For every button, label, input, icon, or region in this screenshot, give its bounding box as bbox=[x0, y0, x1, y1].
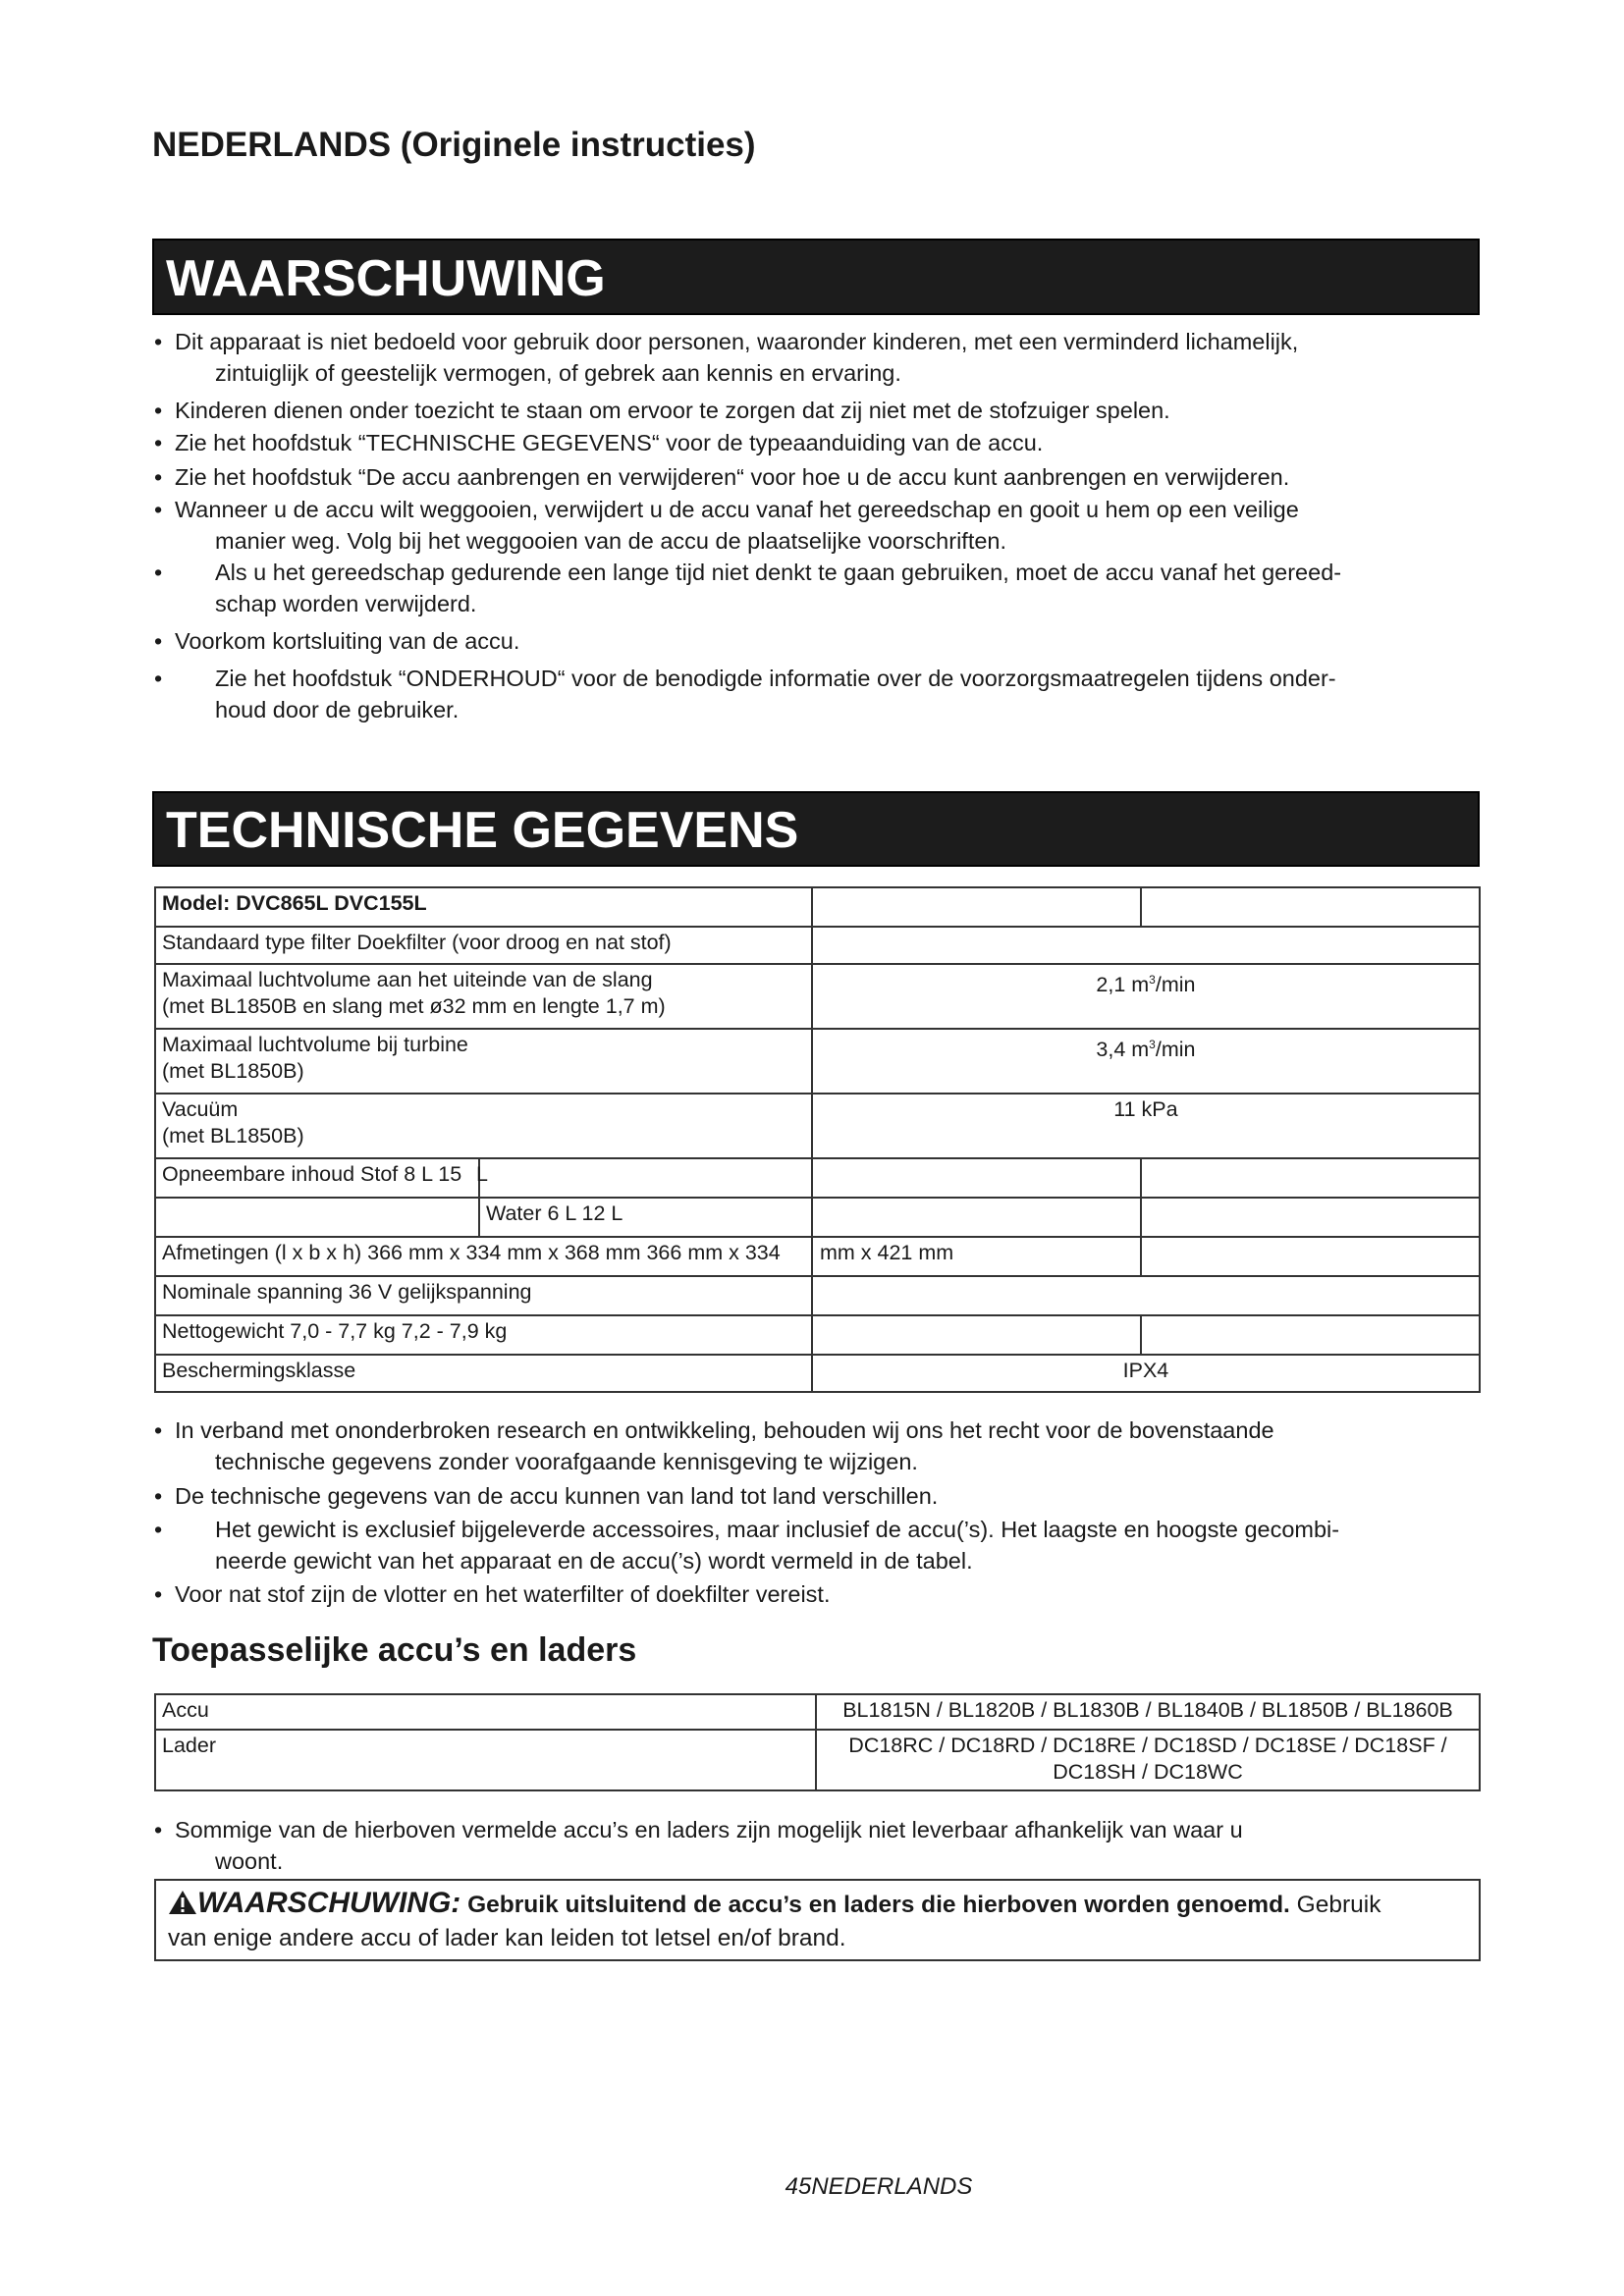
spec-air-turbine: Maximaal luchtvolume bij turbine (met BL1850B) bbox=[155, 1029, 812, 1094]
list-item: • Zie het hoofdstuk “TECHNISCHE GEGEVENS“ voor de typeaanduiding van de accu. bbox=[154, 430, 1044, 455]
spec-air-hose-value: 2,1 $m^3/\min$ bbox=[812, 964, 1480, 1029]
spec-capacity-dust: Opneembare inhoud Stof 8 L 15 L bbox=[155, 1158, 479, 1198]
tech-notes-list bbox=[152, 1415, 1480, 1610]
table-row bbox=[155, 1237, 1480, 1276]
spec-weight: Nettogewicht 7,0 - 7,7 kg 7,2 - 7,9 kg bbox=[155, 1315, 812, 1355]
spec-vacuum-value: 11 kPa bbox=[812, 1094, 1480, 1158]
spec-air-turbine-value: 3,4 $m^3/\min$ bbox=[812, 1029, 1480, 1094]
list-item: • Voorkom kortsluiting van de accu. bbox=[154, 628, 520, 654]
page-footer: 45NEDERLANDS bbox=[785, 2173, 973, 2200]
spec-protection: Beschermingsklasse bbox=[155, 1355, 812, 1392]
table-row bbox=[155, 1315, 1480, 1355]
list-item: • De technische gegevens van de accu kunnen van land tot land verschillen. bbox=[154, 1483, 939, 1509]
spec-dimensions: Afmetingen (l x b x h) 366 mm x 334 mm x 368 mm 366 mm x 334 mm x 421 mm bbox=[155, 1237, 812, 1276]
tech-heading: TECHNISCHE GEGEVENS bbox=[166, 802, 799, 859]
spec-protection-value: IPX4 bbox=[812, 1355, 1480, 1392]
spec-table bbox=[154, 886, 1481, 1393]
table-row bbox=[155, 964, 1480, 1029]
accu-label: Accu bbox=[155, 1694, 816, 1730]
table-row bbox=[155, 1694, 1480, 1730]
list-item: • Wanneer u de accu wilt weggooien, verwijdert u de accu vanaf het gereedschap en gooit u hem op een veilige manier weg. Volg bij het weggooien van de accu de plaatselijke voorschriften. bbox=[154, 497, 1299, 554]
warning-box: WAARSCHUWING: Gebruik uitsluitend de accu’s en laders die hierboven worden genoemd. Gebruik van enige andere accu of lader kan leiden tot letsel en/of brand. bbox=[154, 1879, 1481, 1961]
spec-vacuum: Vacuüm (met BL1850B) bbox=[155, 1094, 812, 1158]
table-row bbox=[155, 927, 1480, 964]
spec-capacity-water: Water 6 L 12 L bbox=[479, 1198, 812, 1237]
table-row bbox=[155, 1730, 1480, 1790]
spec-model: Model: DVC865L DVC155L bbox=[155, 887, 812, 927]
list-item: • Als u het gereedschap gedurende een lange tijd niet denkt te gaan gebruiken, moet de accu vanaf het gereed- schap worden verwijderd. bbox=[154, 560, 1342, 616]
page-title: NEDERLANDS (Originele instructies) bbox=[152, 126, 756, 164]
accu-value: BL1815N / BL1820B / BL1830B / BL1840B / BL1850B / BL1860B bbox=[816, 1694, 1480, 1730]
table-row bbox=[155, 1198, 1480, 1237]
battery-notes-list bbox=[152, 1814, 1480, 1877]
list-item: • Voor nat stof zijn de vlotter en het waterfilter of doekfilter vereist. bbox=[154, 1581, 831, 1607]
list-item: • In verband met ononderbroken research en ontwikkeling, behouden wij ons het recht voor de bovenstaande technische gegevens zonder voorafgaande kennisgeving te wijzigen. bbox=[154, 1417, 1274, 1474]
table-row bbox=[155, 887, 1480, 927]
table-row bbox=[155, 1029, 1480, 1094]
list-item: • Het gewicht is exclusief bijgeleverde accessoires, maar inclusief de accu(’s). Het laagste en hoogste gecombi- neerde gewicht van het apparaat en de accu(’s) wordt vermeld in de tabel. bbox=[154, 1517, 1340, 1574]
battery-table bbox=[154, 1693, 1481, 1791]
list-item: • Zie het hoofdstuk “De accu aanbrengen en verwijderen“ voor hoe u de accu kunt aanbrengen en verwijderen. bbox=[154, 464, 1290, 490]
table-row bbox=[155, 1158, 1480, 1198]
warning-list bbox=[152, 326, 1480, 725]
list-item: • Sommige van de hierboven vermelde accu’s en laders zijn mogelijk niet leverbaar afhankelijk van waar u woont. bbox=[154, 1817, 1243, 1874]
lader-value: DC18RC / DC18RD / DC18RE / DC18SD / DC18SE / DC18SF / DC18SH / DC18WC bbox=[816, 1730, 1480, 1790]
list-item: • Dit apparaat is niet bedoeld voor gebruik door personen, waaronder kinderen, met een verminderd lichamelijk, zintuiglijk of geestelijk vermogen, of gebrek aan kennis en ervaring. bbox=[154, 329, 1299, 386]
spec-voltage: Nominale spanning 36 V gelijkspanning bbox=[155, 1276, 812, 1315]
table-row bbox=[155, 1355, 1480, 1392]
list-item: • Kinderen dienen onder toezicht te staan om ervoor te zorgen dat zij niet met de stofzuiger spelen. bbox=[154, 398, 1170, 423]
spec-filter: Standaard type filter Doekfilter (voor droog en nat stof) bbox=[155, 927, 812, 964]
table-row bbox=[155, 1094, 1480, 1158]
table-row bbox=[155, 1276, 1480, 1315]
warning-heading: WAARSCHUWING bbox=[166, 250, 606, 307]
warning-triangle-icon bbox=[168, 1890, 197, 1915]
tech-banner bbox=[152, 791, 1480, 867]
spec-air-hose: Maximaal luchtvolume aan het uiteinde van de slang (met BL1850B en slang met ø32 mm en lengte 1,7 m) bbox=[155, 964, 812, 1029]
battery-heading: Toepasselijke accu’s en laders bbox=[152, 1631, 637, 1669]
lader-label: Lader bbox=[155, 1730, 816, 1790]
warning-banner bbox=[152, 239, 1480, 315]
list-item: • Zie het hoofdstuk “ONDERHOUD“ voor de benodigde informatie over de voorzorgsmaatregelen tijdens onder- houd door de gebruiker. bbox=[154, 666, 1336, 722]
